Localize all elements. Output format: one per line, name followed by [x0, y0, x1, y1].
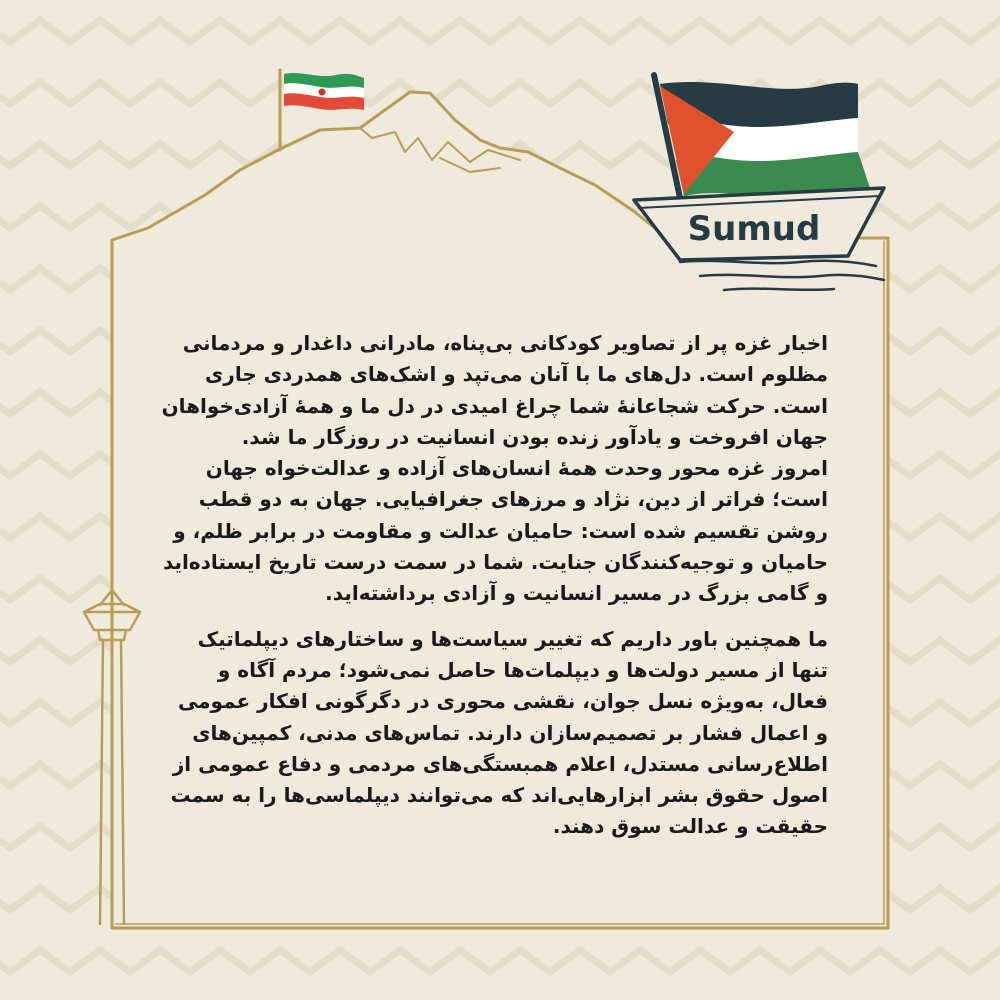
boat-label: Sumud [687, 209, 821, 249]
paragraph-3: ما همچنین باور داریم که تغییر سیاست‌ها و ساختارهای دیپلماتیک تنها از مسیر دولت‌ها و دیپلمات‌ها حاصل نمی‌شود؛ مردم آگاه و فعال، به‌ویژه نسل جوان، نقشی محوری در دگرگونی افکار عمومی و اعمال فشار بر تصمیم‌سازان دارند. تماس‌های مدنی، کمپین‌های اطلاع‌رسانی مستدل، اعلام همبستگی‌های مردمی و دفاع عمومی از اصول حقوق بشر ابزارهایی‌اند که می‌توانند دیپلماسی‌ها را به سمت حقیقت و عدالت سوق دهند. [170, 626, 828, 839]
paragraph-2: امروز غزه محور وحدت همهٔ انسان‌های آزاده و عدالت‌خواه جهان است؛ فراتر از دین، نژاد و مرزهای جغرافیایی. جهان به دو قطب روشن تقسیم شده است: حامیان عدالت و مقاومت در برابر ظلم، و حامیان و توجیه‌کنندگان جنایت. شما در سمت درست تاریخ ایستاده‌اید و گامی بزرگ در مسیر انسانیت و آزادی برداشته‌اید. [162, 456, 828, 606]
paragraph-1: اخبار غزه پر از تصاویر کودکانی بی‌پناه، مادرانی داغدار و مردمانی مظلوم است. دل‌های ما با آنان می‌تپد و اشک‌های همدردی جاری است. حرکت شجاعانهٔ شما چراغ امیدی در دل ما و همهٔ آزادی‌خواهان جهان افروخت و یادآور زنده بودن انسانیت در روزگار ما شد. [161, 331, 828, 449]
letter-body [160, 328, 828, 843]
palestine-flag-icon [654, 75, 870, 198]
